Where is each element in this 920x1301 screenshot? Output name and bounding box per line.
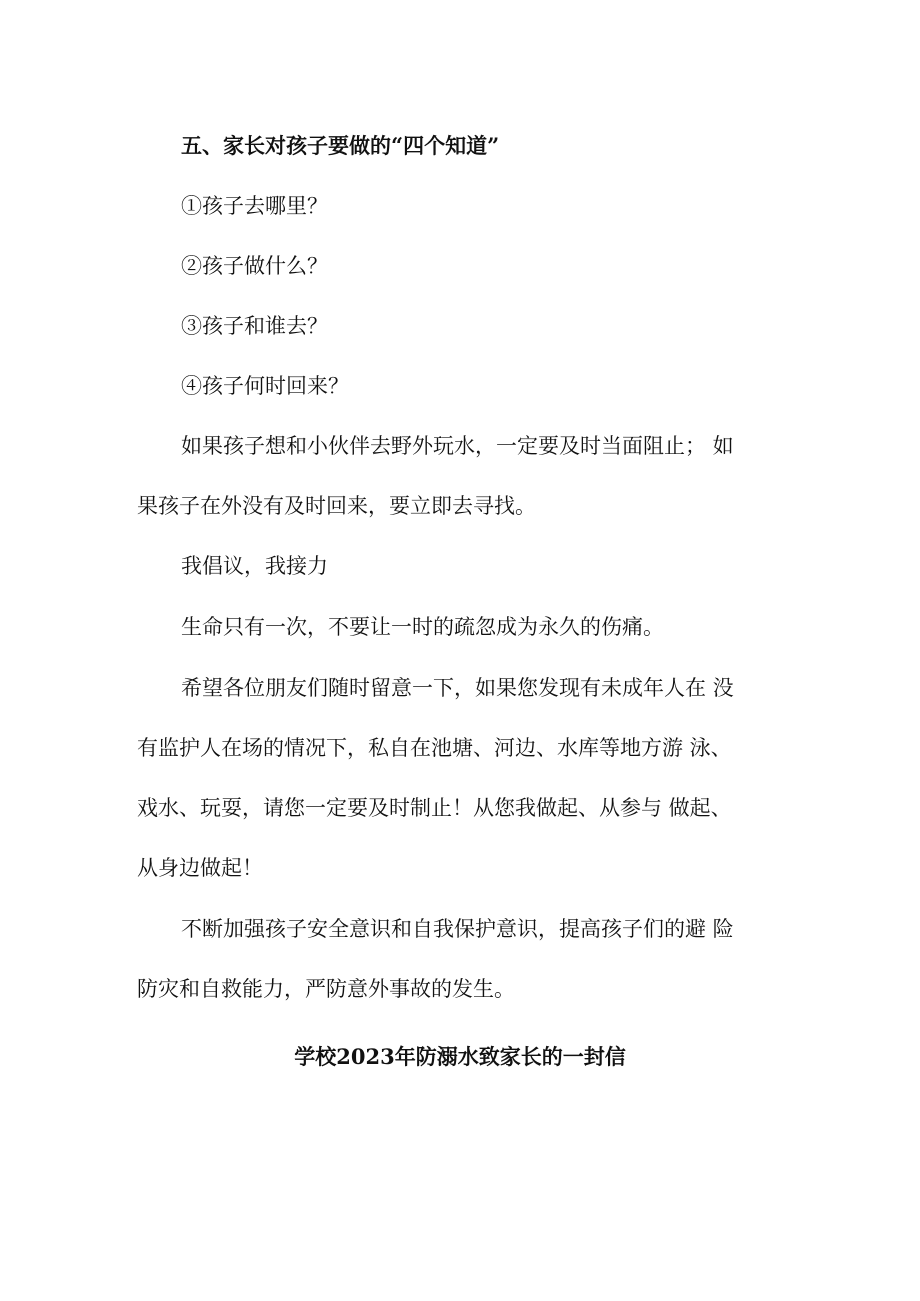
paragraph-line: 果孩子在外没有及时回来，要立即去寻找。 [137, 494, 536, 518]
checklist-item-who: ③孩子和谁去？ [181, 314, 328, 338]
paragraph-line: 不断加强孩子安全意识和自我保护意识，提高孩子们的避 险 [181, 917, 734, 941]
checklist-item-what: ②孩子做什么？ [181, 254, 328, 278]
paragraph-line: 希望各位朋友们随时留意一下，如果您发现有未成年人在 没 [181, 676, 734, 700]
paragraph-line: 如果孩子想和小伙伴去野外玩水，一定要及时当面阻止； 如 [181, 434, 734, 458]
paragraph-line: 防灾和自救能力，严防意外事故的发生。 [137, 977, 515, 1001]
life-line: 生命只有一次，不要让一时的疏忽成为永久的伤痛。 [181, 615, 664, 639]
checklist-item-when: ④孩子何时回来？ [181, 374, 349, 398]
paragraph-line: 有监护人在场的情况下，私自在池塘、河边、水库等地方游 泳、 [137, 736, 732, 760]
next-document-title: 学校2023年防溺水致家长的一封信 [294, 1044, 626, 1069]
paragraph-line: 戏水、玩耍，请您一定要及时制止！从您我做起、从参与 做起、 [137, 796, 732, 820]
paragraph-line: 从身边做起！ [137, 856, 263, 880]
initiative-title: 我倡议，我接力 [181, 554, 328, 578]
section-heading: 五、家长对孩子要做的“四个知道” [181, 133, 500, 158]
checklist-item-where: ①孩子去哪里？ [181, 194, 328, 218]
